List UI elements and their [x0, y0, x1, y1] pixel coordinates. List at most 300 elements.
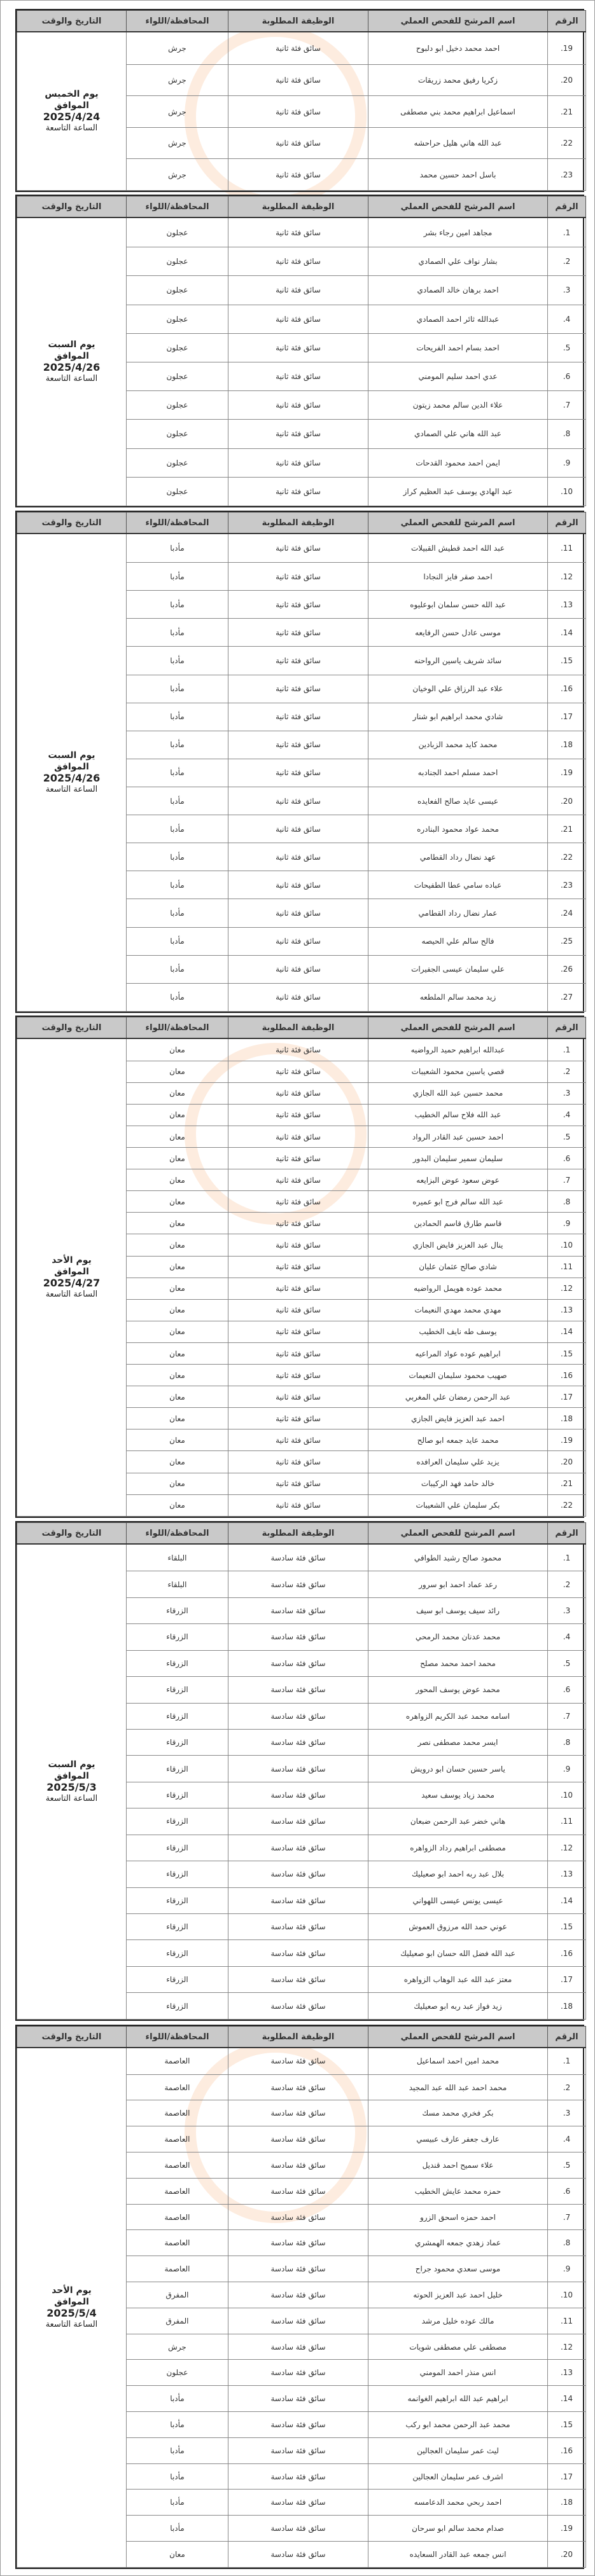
job-title: سائق فئة ثانية: [228, 362, 368, 390]
row-number: 8.: [548, 420, 586, 448]
row-number: 16.: [548, 2437, 586, 2463]
candidate-name: مصطفى ابراهيم رداد الزواهره: [368, 1835, 548, 1861]
header-date-time: التاريخ والوقت: [17, 11, 127, 32]
row-number: 19.: [548, 32, 586, 64]
row-number: 16.: [548, 1365, 586, 1386]
job-title: سائق فئة سادسة: [228, 1703, 368, 1729]
header-candidate-name: اسم المرشح للفحص العملي: [368, 1523, 548, 1545]
exam-date-cell: [17, 32, 127, 191]
candidate-name: احمد حمزه اسحق الزرو: [368, 2204, 548, 2230]
row-number: 6.: [548, 1148, 586, 1169]
candidate-name: عدي احمد سليم المومني: [368, 362, 548, 390]
row-number: 6.: [548, 1677, 586, 1703]
governorate: معان: [127, 1299, 228, 1321]
row-number: 1.: [548, 1544, 586, 1571]
row-number: 22.: [548, 127, 586, 159]
governorate: مأدبا: [127, 2437, 228, 2463]
exam-agreed-label: الموافق: [54, 100, 89, 111]
row-number: 16.: [548, 675, 586, 703]
governorate: الزرقاء: [127, 1887, 228, 1913]
governorate: الزرقاء: [127, 1940, 228, 1966]
job-title: سائق فئة سادسة: [228, 1861, 368, 1887]
row-number: 10.: [548, 1782, 586, 1808]
table-row: [17, 1038, 586, 1061]
governorate: الزرقاء: [127, 1993, 228, 2020]
job-title: سائق فئة ثانية: [228, 1451, 368, 1473]
row-number: 10.: [548, 477, 586, 506]
candidate-name: محمد عبد الرحمن محمد ابو ركب: [368, 2412, 548, 2438]
governorate: عجلون: [127, 217, 228, 247]
job-title: سائق فئة ثانية: [228, 534, 368, 563]
row-number: 13.: [548, 1299, 586, 1321]
candidate-name: احمد برهان خالد الصمادي: [368, 276, 548, 305]
governorate: مأدبا: [127, 675, 228, 703]
job-title: سائق فئة ثانية: [228, 703, 368, 731]
header-job: الوظيفة المطلوبة: [228, 11, 368, 32]
candidate-name: موسى سعدي محمود جراح: [368, 2256, 548, 2282]
header-number: الرقم: [548, 2027, 586, 2048]
exam-day: يوم السبت: [48, 750, 95, 761]
row-number: 13.: [548, 2360, 586, 2386]
row-number: 21.: [548, 1473, 586, 1494]
candidate-name: احمد بسام احمد الفريحات: [368, 333, 548, 362]
header-date-time: التاريخ والوقت: [17, 1523, 127, 1545]
candidate-name: سليمان سمير سليمان البدور: [368, 1148, 548, 1169]
governorate: الزرقاء: [127, 1624, 228, 1650]
job-title: سائق فئة سادسة: [228, 1756, 368, 1782]
row-number: 17.: [548, 703, 586, 731]
row-number: 2.: [548, 1061, 586, 1082]
governorate: مأدبا: [127, 591, 228, 619]
governorate: عجلون: [127, 391, 228, 420]
governorate: مأدبا: [127, 534, 228, 563]
governorate: الزرقاء: [127, 1597, 228, 1623]
candidate-name: باسل احمد حسين محمد: [368, 159, 548, 191]
row-number: 18.: [548, 731, 586, 759]
exam-day: يوم الخميس: [45, 89, 99, 99]
header-number: الرقم: [548, 1523, 586, 1545]
job-title: سائق فئة سادسة: [228, 1782, 368, 1808]
governorate: العاصمة: [127, 2100, 228, 2126]
header-date-time: التاريخ والوقت: [17, 1017, 127, 1039]
row-number: 15.: [548, 1914, 586, 1940]
governorate: معان: [127, 1126, 228, 1148]
job-title: سائق فئة سادسة: [228, 2437, 368, 2463]
candidate-name: قاسم طارق قاسم الحمادين: [368, 1213, 548, 1234]
header-row: [17, 513, 586, 534]
candidate-name: اسماعيل ابراهيم محمد بني مصطفى: [368, 96, 548, 128]
job-title: سائق فئة ثانية: [228, 815, 368, 843]
job-title: سائق فئة ثانية: [228, 787, 368, 815]
job-title: سائق فئة ثانية: [228, 159, 368, 191]
header-number: الرقم: [548, 513, 586, 534]
job-title: سائق فئة سادسة: [228, 2282, 368, 2308]
row-number: 9.: [548, 1213, 586, 1234]
job-title: سائق فئة سادسة: [228, 1624, 368, 1650]
governorate: العاصمة: [127, 2256, 228, 2282]
governorate: مأدبا: [127, 983, 228, 1011]
job-title: سائق فئة سادسة: [228, 2256, 368, 2282]
row-number: 7.: [548, 391, 586, 420]
schedule-table: [17, 10, 586, 191]
row-number: 6.: [548, 2178, 586, 2204]
governorate: العاصمة: [127, 2230, 228, 2256]
row-number: 4.: [548, 2126, 586, 2152]
governorate: الزرقاء: [127, 1650, 228, 1676]
governorate: مأدبا: [127, 787, 228, 815]
table-row: [17, 2048, 586, 2074]
governorate: معان: [127, 1104, 228, 1126]
job-title: سائق فئة ثانية: [228, 127, 368, 159]
candidate-name: عبد الله سالم فرج ابو عميره: [368, 1191, 548, 1213]
row-number: 8.: [548, 1729, 586, 1755]
job-title: سائق فئة ثانية: [228, 247, 368, 276]
candidate-name: شادي محمد ابراهيم ابو شنار: [368, 703, 548, 731]
job-title: سائق فئة ثانية: [228, 217, 368, 247]
governorate: العاصمة: [127, 2126, 228, 2152]
candidate-name: خليل احمد عبد العزيز الحوته: [368, 2282, 548, 2308]
governorate: العاصمة: [127, 2152, 228, 2179]
row-number: 19.: [548, 759, 586, 787]
candidate-name: عبد الله حسن سلمان ابوعليوه: [368, 591, 548, 619]
candidate-name: محمود صالح رشيد الطوافي: [368, 1544, 548, 1571]
job-title: سائق فئة سادسة: [228, 2542, 368, 2568]
exam-time: الساعة التاسعة: [45, 123, 98, 133]
job-title: سائق فئة ثانية: [228, 1386, 368, 1408]
job-title: سائق فئة سادسة: [228, 1729, 368, 1755]
row-number: 5.: [548, 1650, 586, 1676]
candidate-name: بكر سليمان علي الشعيبات: [368, 1494, 548, 1516]
header-candidate-name: اسم المرشح للفحص العملي: [368, 513, 548, 534]
job-title: سائق فئة سادسة: [228, 2386, 368, 2412]
row-number: 17.: [548, 1386, 586, 1408]
candidate-name: علاء سميح احمد قنديل: [368, 2152, 548, 2179]
candidate-name: خالد حامد فهد الركيبات: [368, 1473, 548, 1494]
row-number: 20.: [548, 787, 586, 815]
job-title: سائق فئة ثانية: [228, 759, 368, 787]
governorate: جرش: [127, 96, 228, 128]
candidate-name: بشار نواف علي الصمادي: [368, 247, 548, 276]
row-number: 8.: [548, 1191, 586, 1213]
governorate: عجلون: [127, 448, 228, 477]
row-number: 24.: [548, 899, 586, 927]
job-title: سائق فئة ثانية: [228, 647, 368, 675]
job-title: سائق فئة سادسة: [228, 1571, 368, 1597]
candidate-name: عبد الله احمد قطيش القبيلات: [368, 534, 548, 563]
job-title: سائق فئة سادسة: [228, 1650, 368, 1676]
governorate: عجلون: [127, 247, 228, 276]
job-title: سائق فئة ثانية: [228, 1104, 368, 1126]
job-title: سائق فئة ثانية: [228, 1126, 368, 1148]
job-title: سائق فئة ثانية: [228, 32, 368, 64]
governorate: عجلون: [127, 276, 228, 305]
governorate: الزرقاء: [127, 1835, 228, 1861]
job-title: سائق فئة سادسة: [228, 1544, 368, 1571]
row-number: 1.: [548, 217, 586, 247]
candidate-name: عبد الله هاني هليل حراحشه: [368, 127, 548, 159]
candidate-name: عيسى يونس عيسى اللهواني: [368, 1887, 548, 1913]
exam-day: يوم السبت: [48, 1760, 95, 1770]
header-date-time: التاريخ والوقت: [17, 196, 127, 218]
candidate-name: عبد الله هاني علي الصمادي: [368, 420, 548, 448]
header-row: [17, 11, 586, 32]
job-title: سائق فئة ثانية: [228, 391, 368, 420]
candidate-name: عمار نضال رداد القطامي: [368, 899, 548, 927]
candidate-name: محمد احمد محمد مصلح: [368, 1650, 548, 1676]
governorate: الزرقاء: [127, 1861, 228, 1887]
candidate-name: محمد عدنان محمد الرمحي: [368, 1624, 548, 1650]
candidate-name: عباده سامي عطا الطفيحات: [368, 871, 548, 899]
exam-date: 2025/4/26: [43, 772, 101, 784]
candidate-name: سائد شريف ياسين الرواحنه: [368, 647, 548, 675]
row-number: 12.: [548, 563, 586, 591]
row-number: 12.: [548, 1835, 586, 1861]
candidate-name: محمد عوده هويمل الرواضيه: [368, 1278, 548, 1299]
row-number: 22.: [548, 843, 586, 871]
header-row: [17, 1017, 586, 1039]
candidate-name: صهيب محمود سليمان النعيمات: [368, 1365, 548, 1386]
candidate-name: يوسف طه نايف الخطيب: [368, 1321, 548, 1342]
header-row: [17, 196, 586, 218]
candidate-name: محمد حسين عبد الله الجازي: [368, 1082, 548, 1104]
job-title: سائق فئة ثانية: [228, 276, 368, 305]
candidate-name: محمد كايد محمد الزبادين: [368, 731, 548, 759]
exam-time: الساعة التاسعة: [45, 374, 98, 383]
table-row: [17, 32, 586, 64]
candidate-name: انس جمعه عبد القادر السعايده: [368, 2542, 548, 2568]
governorate: البلقاء: [127, 1544, 228, 1571]
job-title: سائق فئة ثانية: [228, 96, 368, 128]
row-number: 14.: [548, 1887, 586, 1913]
table-row: [17, 1544, 586, 1571]
exam-day: يوم السبت: [48, 340, 95, 350]
governorate: البلقاء: [127, 1571, 228, 1597]
row-number: 7.: [548, 1169, 586, 1191]
governorate: عجلون: [127, 305, 228, 333]
candidate-name: شادي صالح عثمان عليان: [368, 1256, 548, 1278]
exam-date: 2025/5/4: [46, 2307, 97, 2319]
job-title: سائق فئة ثانية: [228, 563, 368, 591]
governorate: مأدبا: [127, 927, 228, 955]
job-title: سائق فئة ثانية: [228, 591, 368, 619]
row-number: 23.: [548, 159, 586, 191]
header-row: [17, 1523, 586, 1545]
governorate: العاصمة: [127, 2074, 228, 2100]
governorate: العاصمة: [127, 2204, 228, 2230]
candidate-name: احمد عبد العزيز فايض الجازي: [368, 1408, 548, 1429]
row-number: 5.: [548, 333, 586, 362]
job-title: سائق فئة ثانية: [228, 1365, 368, 1386]
row-number: 17.: [548, 1966, 586, 1992]
job-title: سائق فئة سادسة: [228, 2463, 368, 2490]
row-number: 5.: [548, 1126, 586, 1148]
row-number: 5.: [548, 2152, 586, 2179]
governorate: جرش: [127, 2334, 228, 2360]
candidate-name: مهدي محمد مهدي النعيمات: [368, 1299, 548, 1321]
governorate: مأدبا: [127, 647, 228, 675]
governorate: معان: [127, 1256, 228, 1278]
row-number: 19.: [548, 2516, 586, 2542]
candidate-name: انس منذر احمد المومني: [368, 2360, 548, 2386]
governorate: مأدبا: [127, 759, 228, 787]
schedule-table: [17, 2026, 586, 2568]
exam-date: 2025/5/3: [46, 1781, 97, 1793]
candidate-name: ياسر حسين حسان ابو درويش: [368, 1756, 548, 1782]
governorate: مأدبا: [127, 2412, 228, 2438]
job-title: سائق فئة ثانية: [228, 1278, 368, 1299]
governorate: معان: [127, 2542, 228, 2568]
job-title: سائق فئة سادسة: [228, 1914, 368, 1940]
exam-date: 2025/4/26: [43, 361, 101, 373]
row-number: 13.: [548, 591, 586, 619]
exam-date-cell: [17, 217, 127, 506]
header-governorate: المحافظة/اللواء: [127, 1523, 228, 1545]
candidate-name: عبد الله فضل الله حسان ابو صعيليك: [368, 1940, 548, 1966]
job-title: سائق فئة سادسة: [228, 1677, 368, 1703]
governorate: الزرقاء: [127, 1808, 228, 1835]
governorate: مأدبا: [127, 955, 228, 983]
candidate-name: عماد زهدي جمعه الهمشري: [368, 2230, 548, 2256]
governorate: عجلون: [127, 420, 228, 448]
governorate: معان: [127, 1342, 228, 1364]
row-number: 8.: [548, 2230, 586, 2256]
header-job: الوظيفة المطلوبة: [228, 1017, 368, 1039]
candidate-name: بلال عبد ربه احمد ابو صعيليك: [368, 1861, 548, 1887]
row-number: 3.: [548, 1597, 586, 1623]
row-number: 20.: [548, 64, 586, 96]
job-title: سائق فئة ثانية: [228, 1061, 368, 1082]
header-candidate-name: اسم المرشح للفحص العملي: [368, 196, 548, 218]
job-title: سائق فئة سادسة: [228, 1808, 368, 1835]
row-number: 10.: [548, 1234, 586, 1256]
row-number: 12.: [548, 2334, 586, 2360]
governorate: مأدبا: [127, 703, 228, 731]
row-number: 12.: [548, 1278, 586, 1299]
job-title: سائق فئة سادسة: [228, 1993, 368, 2020]
governorate: مأدبا: [127, 563, 228, 591]
job-title: سائق فئة سادسة: [228, 2074, 368, 2100]
candidate-name: عارف جعفر عارف عبيسي: [368, 2126, 548, 2152]
header-governorate: المحافظة/اللواء: [127, 11, 228, 32]
row-number: 9.: [548, 1756, 586, 1782]
exam-date-cell: [17, 1544, 127, 2020]
job-title: سائق فئة سادسة: [228, 2100, 368, 2126]
governorate: عجلون: [127, 362, 228, 390]
row-number: 3.: [548, 276, 586, 305]
exam-date-cell: [17, 2048, 127, 2568]
candidate-name: عبدالله ثائر احمد الصمادي: [368, 305, 548, 333]
row-number: 10.: [548, 2282, 586, 2308]
row-number: 3.: [548, 1082, 586, 1104]
candidate-name: يزيد علي سليمان العرافده: [368, 1451, 548, 1473]
exam-time: الساعة التاسعة: [45, 785, 98, 794]
row-number: 22.: [548, 1494, 586, 1516]
candidate-name: زيد محمد سالم الملطعه: [368, 983, 548, 1011]
candidate-name: عيسى عايد صالح الفعايده: [368, 787, 548, 815]
candidate-name: محمد احمد عبد الله عبد المجيد: [368, 2074, 548, 2100]
candidate-name: ايسر محمد مصطفى نصر: [368, 1729, 548, 1755]
candidate-name: ينال عبد العزيز فايض الجازي: [368, 1234, 548, 1256]
row-number: 7.: [548, 1703, 586, 1729]
job-title: سائق فئة سادسة: [228, 2178, 368, 2204]
candidate-name: احمد مسلم احمد الجنادبه: [368, 759, 548, 787]
row-number: 14.: [548, 619, 586, 647]
governorate: مأدبا: [127, 843, 228, 871]
job-title: سائق فئة ثانية: [228, 1148, 368, 1169]
governorate: معان: [127, 1278, 228, 1299]
row-number: 20.: [548, 2542, 586, 2568]
governorate: معان: [127, 1451, 228, 1473]
governorate: معان: [127, 1191, 228, 1213]
row-number: 1.: [548, 1038, 586, 1061]
exam-date: 2025/4/27: [43, 1277, 101, 1289]
header-candidate-name: اسم المرشح للفحص العملي: [368, 2027, 548, 2048]
candidate-name: رعد عماد احمد ابو سرور: [368, 1571, 548, 1597]
exam-time: الساعة التاسعة: [45, 1794, 98, 1803]
job-title: سائق فئة ثانية: [228, 731, 368, 759]
governorate: الزرقاء: [127, 1914, 228, 1940]
row-number: 7.: [548, 2204, 586, 2230]
governorate: معان: [127, 1213, 228, 1234]
candidate-name: حمزه محمد عايش الخطيب: [368, 2178, 548, 2204]
exam-agreed-label: الموافق: [54, 1771, 89, 1781]
governorate: معان: [127, 1061, 228, 1082]
row-number: 26.: [548, 955, 586, 983]
candidate-name: فالح سالم علي الحيصه: [368, 927, 548, 955]
job-title: سائق فئة ثانية: [228, 871, 368, 899]
job-title: سائق فئة ثانية: [228, 1473, 368, 1494]
job-title: سائق فئة ثانية: [228, 843, 368, 871]
governorate: معان: [127, 1386, 228, 1408]
schedule-table-section: [15, 1016, 584, 1518]
candidate-name: احمد صقر فايز النجادا: [368, 563, 548, 591]
row-number: 15.: [548, 647, 586, 675]
exam-date-cell: [17, 534, 127, 1012]
header-governorate: المحافظة/اللواء: [127, 196, 228, 218]
row-number: 11.: [548, 1256, 586, 1278]
candidate-name: محمد عواد محمود البنادره: [368, 815, 548, 843]
row-number: 4.: [548, 1624, 586, 1650]
row-number: 11.: [548, 1808, 586, 1835]
schedule-table-section: [15, 1521, 584, 2021]
governorate: معان: [127, 1169, 228, 1191]
candidate-name: ابراهيم عبد الله ابراهيم الغوانمه: [368, 2386, 548, 2412]
governorate: جرش: [127, 32, 228, 64]
job-title: سائق فئة ثانية: [228, 955, 368, 983]
candidate-name: احمد حسين عبد القادر الرواد: [368, 1126, 548, 1148]
header-number: الرقم: [548, 1017, 586, 1039]
header-job: الوظيفة المطلوبة: [228, 2027, 368, 2048]
governorate: الزرقاء: [127, 1966, 228, 1992]
job-title: سائق فئة سادسة: [228, 1597, 368, 1623]
row-number: 19.: [548, 1429, 586, 1451]
exam-agreed-label: الموافق: [54, 1267, 89, 1277]
candidate-name: عبد الله فلاح سالم الخطيب: [368, 1104, 548, 1126]
row-number: 18.: [548, 2490, 586, 2516]
row-number: 16.: [548, 1940, 586, 1966]
row-number: 13.: [548, 1861, 586, 1887]
candidate-name: زكريا رفيق محمد زريقات: [368, 64, 548, 96]
header-governorate: المحافظة/اللواء: [127, 2027, 228, 2048]
row-number: 6.: [548, 362, 586, 390]
job-title: سائق فئة سادسة: [228, 2204, 368, 2230]
exam-agreed-label: الموافق: [54, 2297, 89, 2307]
job-title: سائق فئة ثانية: [228, 983, 368, 1011]
candidate-name: عوني حمد الله مرزوق العموش: [368, 1914, 548, 1940]
row-number: 4.: [548, 305, 586, 333]
governorate: معان: [127, 1365, 228, 1386]
row-number: 20.: [548, 1451, 586, 1473]
